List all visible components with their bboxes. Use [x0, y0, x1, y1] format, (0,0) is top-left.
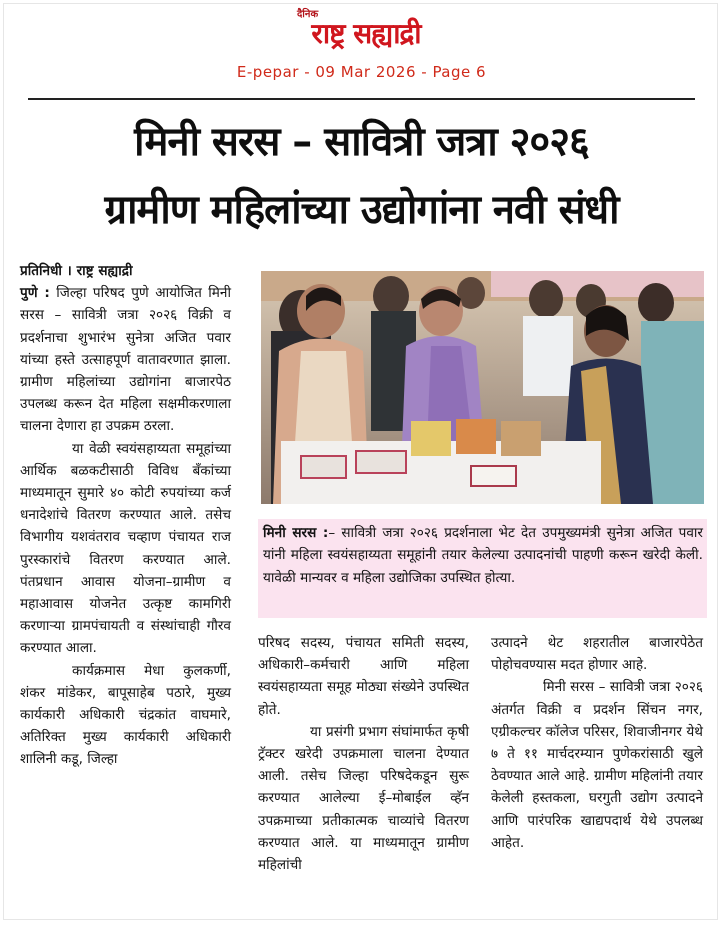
article-column-2: [258, 632, 469, 876]
caption-text: – सावित्री जत्रा २०२६ प्रदर्शनाला भेट देत उपमुख्यमंत्री सुनेत्रा अजित पवार यांनी महिला स्वयंसहाय्यता समूहांनी तयार केलेल्या उत्पादनांची पाहणी करून खरेदी केली. यावेळी मान्यवर व महिला उद्योजिका उपस्थित होत्या.: [263, 525, 703, 586]
article-paragraph: कार्यक्रमास मेधा कुलकर्णी, शंकर मांडेकर, बापूसाहेब पठारे, मुख्य कार्यकारी अधिकारी चंद्रकांत वाघमारे, अतिरिक्त मुख्य कार्यकारी अधिकारी शालिनी कडू, जिल्हा: [20, 662, 231, 768]
article-paragraph: या वेळी स्वयंसहाय्यता समूहांच्या आर्थिक बळकटीसाठी विविध बँकांच्या माध्यमातून सुमारे ४० कोटी रुपयांच्या कर्ज धनादेशांचे वितरण करण्यात आले. तसेच विभागीय यशवंतराव चव्हाण पंचायत राज पुरस्कारांचे वितरण करण्यात आले. पंतप्रधान आवास योजना–ग्रामीण व महाआवास योजनेत उत्कृष्ट कामगिरी करणाऱ्या ग्रामपंचायती व संस्थांचाही गौरव करण्यात आला.: [20, 440, 231, 657]
article-paragraph: उत्पादने थेट शहरातील बाजारपेठेत पोहोचवण्यास मदत होणार आहे.: [491, 635, 703, 674]
headline-line-1: मिनी सरस – सावित्री जत्रा २०२६: [134, 119, 589, 165]
article-paragraph: परिषद सदस्य, पंचायत समिती सदस्य, अधिकारी–कर्मचारी आणि महिला स्वयंसहाय्यता समूह मोठ्या संख्येने उपस्थित होते.: [258, 635, 469, 718]
paragraph-text: जिल्हा परिषद पुणे आयोजित मिनी सरस – सावित्री जत्रा २०२६ विक्री व प्रदर्शनाचा शुभारंभ सुनेत्रा अजित पवार यांच्या हस्ते उत्साहपूर्ण वातावरणात झाला. ग्रामीण महिलांच्या उद्योगांना बाजारपेठ उपलब्ध करून देत महिला सक्षमीकरणाला चालना देणारा हा उपक्रम ठरला.: [20, 285, 231, 435]
caption-lead: मिनी सरस :: [263, 525, 329, 541]
newspaper-logo: राष्ट्र सह्याद्री: [311, 17, 421, 50]
article-paragraph: मिनी सरस – सावित्री जत्रा २०२६ अंतर्गत विक्री व प्रदर्शन सिंचन नगर, एग्रीकल्चर कॉलेज परिसर, शिवाजीनगर येथे ७ ते ११ मार्चदरम्यान पुणेकरांसाठी खुले ठेवण्यात आले आहे. ग्रामीण महिलांनी तयार केलेली हस्तकला, घरगुती उद्योग उत्पादने आणि पारंपरिक खाद्यपदार्थ येथे उपलब्ध आहेत.: [491, 679, 703, 851]
photo-caption: [258, 519, 707, 618]
edition-dateline: E-pepar - 09 Mar 2026 - Page 6: [236, 63, 487, 81]
masthead: [0, 0, 723, 100]
masthead-divider: [28, 98, 695, 100]
article-dateline: पुणे :: [20, 285, 50, 302]
article-column-3: [491, 632, 703, 854]
article-paragraph: या प्रसंगी प्रभाग संघांमार्फत कृषी ट्रॅक्टर खरेदी उपक्रमाला चालना देण्यात आली. तसेच जिल्हा परिषदेकडून सुरू करण्यात आलेल्या ई–मोबाईल व्हॅन उपक्रमाच्या प्रतीकात्मक चाव्यांचे वितरण करण्यात आले. या माध्यमातून ग्रामीण महिलांची: [258, 723, 469, 874]
logo-small-text: दैनिक: [297, 9, 319, 20]
article-column-1: [20, 260, 231, 771]
article-paragraph: [20, 282, 231, 437]
headline-line-2: ग्रामीण महिलांच्या उद्योगांना नवी संधी: [104, 187, 619, 233]
news-photo: [261, 271, 704, 504]
byline: प्रतिनिधी । राष्ट्र सह्याद्री: [20, 263, 133, 279]
